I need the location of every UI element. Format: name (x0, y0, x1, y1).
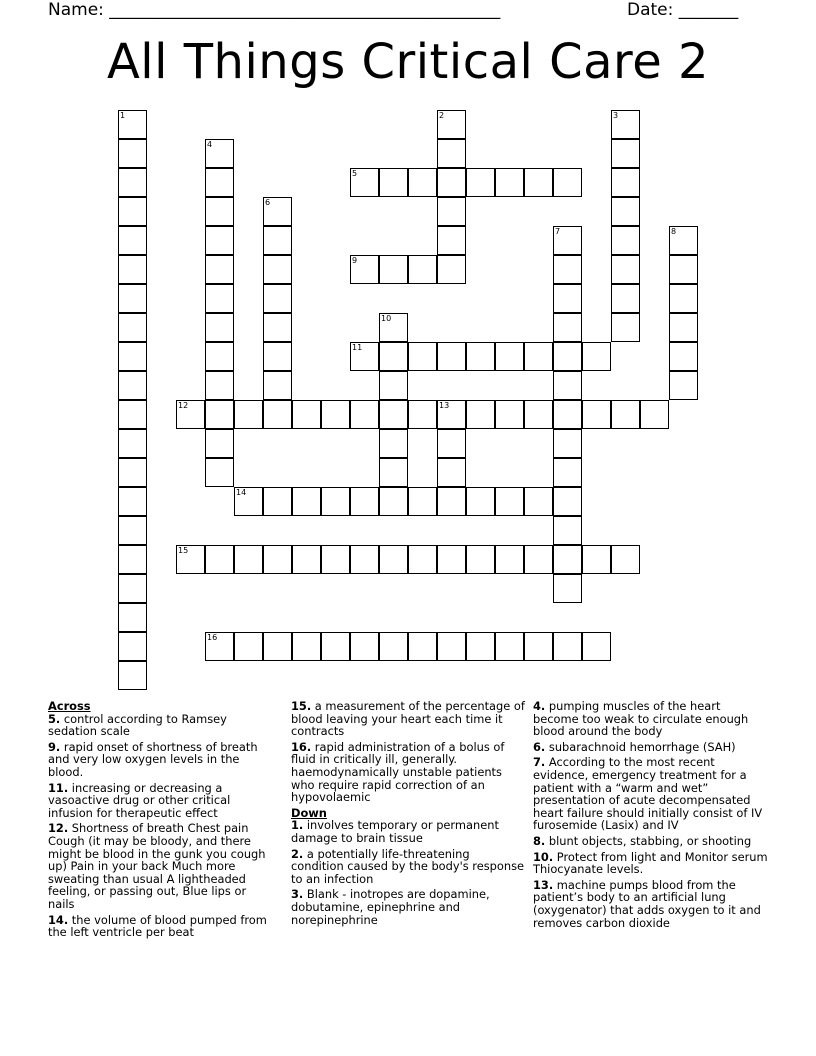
crossword-cell[interactable] (553, 429, 582, 458)
crossword-cell[interactable] (118, 429, 147, 458)
across-clue (291, 700, 525, 738)
clue-number: 4. (533, 699, 546, 713)
crossword-cell[interactable] (321, 400, 350, 429)
crossword-cell[interactable] (524, 545, 553, 574)
crossword-cell[interactable] (611, 400, 640, 429)
clue-number-8: 8 (671, 227, 677, 236)
clue-text: Protect from light and Monitor serum Thiocyanate levels. (533, 849, 768, 877)
crossword-cell[interactable] (611, 284, 640, 313)
crossword-cell[interactable] (669, 313, 698, 342)
crossword-cell[interactable] (437, 632, 466, 661)
clues-column-1 (48, 700, 276, 942)
crossword-cell[interactable] (205, 371, 234, 400)
crossword-cell[interactable] (118, 661, 147, 690)
crossword-cell[interactable] (379, 255, 408, 284)
crossword-cell[interactable] (553, 487, 582, 516)
crossword-cell[interactable] (408, 545, 437, 574)
crossword-cell[interactable] (118, 226, 147, 255)
crossword-cell[interactable] (118, 574, 147, 603)
crossword-cell[interactable] (408, 342, 437, 371)
crossword-cell[interactable] (553, 371, 582, 400)
clues-column-3 (533, 700, 769, 932)
crossword-cell[interactable] (234, 400, 263, 429)
crossword-cell[interactable] (263, 545, 292, 574)
across-heading: Across (48, 699, 91, 713)
down-clue (291, 848, 525, 886)
crossword-cell[interactable] (524, 400, 553, 429)
clue-number: 15. (291, 699, 312, 713)
clue-number: 5. (48, 711, 61, 726)
crossword-cell[interactable] (118, 342, 147, 371)
crossword-cell[interactable] (205, 400, 234, 429)
clue-number: 13. (533, 877, 554, 892)
crossword-cell[interactable] (437, 168, 466, 197)
crossword-cell[interactable] (379, 371, 408, 400)
crossword-cell[interactable] (524, 487, 553, 516)
crossword-cell[interactable] (553, 342, 582, 371)
crossword-cell[interactable] (321, 487, 350, 516)
crossword-cell[interactable] (118, 313, 147, 342)
crossword-cell[interactable] (408, 632, 437, 661)
down-clue (533, 741, 769, 754)
clue-text: increasing or decreasing a vasoactive drug or other critical infusion for therapeutic effect (48, 780, 231, 820)
crossword-cell[interactable] (379, 429, 408, 458)
crossword-cell[interactable] (437, 226, 466, 255)
crossword-cell[interactable] (495, 400, 524, 429)
crossword-cell[interactable] (466, 632, 495, 661)
down-clue (533, 756, 769, 832)
clue-number-2: 2 (439, 111, 445, 120)
crossword-cell[interactable] (263, 284, 292, 313)
clue-number-15: 15 (178, 546, 189, 555)
clue-number: 2. (291, 846, 304, 861)
down-heading: Down (291, 805, 327, 820)
crossword-cell[interactable] (524, 342, 553, 371)
crossword-cell[interactable] (582, 632, 611, 661)
crossword-cell[interactable] (379, 458, 408, 487)
crossword-cell[interactable] (437, 342, 466, 371)
clue-number-11: 11 (352, 343, 363, 352)
clue-number-7: 7 (555, 227, 561, 236)
crossword-cell[interactable] (408, 255, 437, 284)
down-clue (291, 819, 525, 844)
crossword-cell[interactable] (553, 168, 582, 197)
crossword-cell[interactable] (205, 313, 234, 342)
crossword-cell[interactable] (640, 400, 669, 429)
crossword-cell[interactable] (263, 226, 292, 255)
crossword-cell[interactable] (524, 632, 553, 661)
crossword-cell[interactable] (611, 197, 640, 226)
clue-text: blunt objects, stabbing, or shooting (545, 833, 752, 848)
down-clue (533, 700, 769, 738)
crossword-cell[interactable] (553, 545, 582, 574)
clue-number: 11. (48, 780, 69, 795)
crossword-cell[interactable] (437, 487, 466, 516)
crossword-cell[interactable] (205, 545, 234, 574)
crossword-cell[interactable] (205, 226, 234, 255)
clue-text: involves temporary or permanent damage to brain tissue (291, 818, 499, 845)
crossword-cell[interactable] (524, 168, 553, 197)
clue-number-12: 12 (178, 401, 189, 410)
crossword-cell[interactable] (350, 400, 379, 429)
clue-number-4: 4 (207, 140, 213, 149)
crossword-cell[interactable] (118, 545, 147, 574)
clue-number: 8. (533, 833, 546, 848)
crossword-cell[interactable] (437, 255, 466, 284)
across-clue (48, 914, 276, 939)
clue-number: 16. (291, 739, 312, 754)
crossword-cell[interactable] (205, 429, 234, 458)
down-clue (533, 835, 769, 848)
clue-number: 7. (533, 755, 546, 770)
crossword-cell[interactable] (379, 545, 408, 574)
crossword-cell[interactable] (234, 632, 263, 661)
crossword-cell[interactable] (321, 632, 350, 661)
crossword-cell[interactable] (553, 458, 582, 487)
clue-text: a potentially life-threatening condition caused by the body's response to an infection (291, 846, 525, 886)
crossword-cell[interactable] (611, 255, 640, 284)
crossword-cell[interactable] (234, 545, 263, 574)
crossword-cell[interactable] (350, 487, 379, 516)
crossword-cell[interactable] (379, 632, 408, 661)
crossword-cell[interactable] (495, 632, 524, 661)
clue-number: 12. (48, 821, 69, 836)
across-clue (48, 741, 276, 779)
crossword-cell[interactable] (611, 168, 640, 197)
crossword-cell[interactable] (553, 516, 582, 545)
crossword-cell[interactable] (553, 313, 582, 342)
name-field-label: Name: ______________________________________________ (48, 0, 501, 20)
crossword-cell[interactable] (379, 342, 408, 371)
crossword-cell[interactable] (205, 255, 234, 284)
crossword-cell[interactable] (350, 632, 379, 661)
crossword-cell[interactable] (669, 342, 698, 371)
crossword-cell[interactable] (466, 545, 495, 574)
crossword-cell[interactable] (205, 168, 234, 197)
clue-text: a measurement of the percentage of blood leaving your heart each time it contracts (291, 699, 525, 739)
crossword-cell[interactable] (437, 139, 466, 168)
clue-text: machine pumps blood from the patient’s body to an artificial lung (oxygenator) that adds oxygen to it and removes carbon dioxide (533, 877, 761, 930)
clue-number-16: 16 (207, 633, 218, 642)
crossword-cell[interactable] (118, 255, 147, 284)
crossword-cell[interactable] (669, 284, 698, 313)
crossword-cell[interactable] (611, 313, 640, 342)
clue-text: rapid onset of shortness of breath and very low oxygen levels in the blood. (48, 739, 258, 779)
crossword-cell[interactable] (205, 458, 234, 487)
across-clue (48, 713, 276, 738)
crossword-cell[interactable] (466, 487, 495, 516)
clue-number-10: 10 (381, 314, 392, 323)
clue-number: 10. (533, 849, 554, 864)
across-clue (48, 822, 276, 910)
clue-number-9: 9 (352, 256, 358, 265)
crossword-cell[interactable] (118, 284, 147, 313)
crossword-cell[interactable] (118, 603, 147, 632)
crossword-cell[interactable] (466, 400, 495, 429)
down-clue (533, 879, 769, 929)
crossword-cell[interactable] (118, 139, 147, 168)
clue-number: 3. (291, 887, 304, 902)
clue-text: rapid administration of a bolus of fluid in critically ill, generally. haemodynamically unstable patients who require rapid correction of an hypovolaemic (291, 739, 505, 805)
crossword-cell[interactable] (553, 400, 582, 429)
crossword-cell[interactable] (205, 342, 234, 371)
crossword-cell[interactable] (611, 226, 640, 255)
crossword-cell[interactable] (205, 197, 234, 226)
crossword-cell[interactable] (495, 545, 524, 574)
crossword-cell[interactable] (118, 400, 147, 429)
clue-number: 6. (533, 739, 546, 754)
date-field-label: Date: _______ (627, 0, 739, 20)
crossword-cell[interactable] (582, 545, 611, 574)
clue-text: pumping muscles of the heart become too weak to circulate enough blood around the body (533, 699, 749, 739)
crossword-cell[interactable] (466, 168, 495, 197)
crossword-cell[interactable] (321, 545, 350, 574)
crossword-cell[interactable] (118, 458, 147, 487)
crossword-cell[interactable] (408, 487, 437, 516)
crossword-cell[interactable] (263, 632, 292, 661)
crossword-cell[interactable] (611, 545, 640, 574)
crossword-cell[interactable] (118, 168, 147, 197)
crossword-cell[interactable] (118, 632, 147, 661)
crossword-cell[interactable] (582, 342, 611, 371)
crossword-cell[interactable] (408, 400, 437, 429)
clue-number: 14. (48, 912, 69, 927)
crossword-cell[interactable] (292, 632, 321, 661)
clue-text: According to the most recent evidence, emergency treatment for a patient with a “warm and wet” presentation of acute decompensated heart failure should initially consist of IV furosemide (Lasix) and IV (533, 755, 763, 833)
crossword-cell[interactable] (263, 371, 292, 400)
crossword-cell[interactable] (263, 255, 292, 284)
crossword-cell[interactable] (437, 429, 466, 458)
crossword-cell[interactable] (292, 487, 321, 516)
crossword-cell[interactable] (118, 516, 147, 545)
crossword-cell[interactable] (118, 371, 147, 400)
crossword-cell[interactable] (118, 197, 147, 226)
clue-number: 9. (48, 739, 61, 754)
clue-number: 1. (291, 818, 304, 833)
clue-number-6: 6 (265, 198, 271, 207)
clue-number-5: 5 (352, 169, 358, 178)
crossword-cell[interactable] (263, 313, 292, 342)
clue-number-13: 13 (439, 401, 450, 410)
crossword-cell[interactable] (553, 632, 582, 661)
clue-text: subarachnoid hemorrhage (SAH) (545, 739, 736, 754)
crossword-cell[interactable] (495, 342, 524, 371)
crossword-cell[interactable] (553, 255, 582, 284)
down-clue (533, 851, 769, 876)
down-clue (291, 888, 525, 926)
clue-text: Blank - inotropes are dopamine, dobutamine, epinephrine and norepinephrine (291, 887, 490, 927)
crossword-cell[interactable] (611, 139, 640, 168)
clue-number-1: 1 (120, 111, 126, 120)
crossword-cell[interactable] (379, 168, 408, 197)
crossword-cell[interactable] (205, 284, 234, 313)
crossword-cell[interactable] (379, 487, 408, 516)
crossword-cell[interactable] (553, 284, 582, 313)
clue-number-14: 14 (236, 488, 247, 497)
across-clue (48, 782, 276, 820)
clue-text: the volume of blood pumped from the left ventricle per beat (48, 912, 267, 940)
crossword-cell[interactable] (495, 168, 524, 197)
crossword-cell[interactable] (582, 400, 611, 429)
crossword-cell[interactable] (379, 400, 408, 429)
crossword-cell[interactable] (466, 342, 495, 371)
crossword-cell[interactable] (437, 545, 466, 574)
crossword-cell[interactable] (263, 487, 292, 516)
crossword-cell[interactable] (263, 342, 292, 371)
crossword-cell[interactable] (263, 400, 292, 429)
crossword-cell[interactable] (495, 487, 524, 516)
crossword-cell[interactable] (118, 487, 147, 516)
crossword-cell[interactable] (408, 168, 437, 197)
clue-text: Shortness of breath Chest pain Cough (it may be bloody, and there might be blood in the gunk you cough up) Pain in your back Much more sweating than usual A lightheaded feeling, or passing out, Blue lips or nails (48, 821, 266, 911)
across-clue (291, 741, 525, 804)
crossword-cell[interactable] (669, 371, 698, 400)
page-title: All Things Critical Care 2 (106, 34, 710, 90)
crossword-cell[interactable] (292, 400, 321, 429)
crossword-cell[interactable] (553, 574, 582, 603)
clue-number-3: 3 (613, 111, 619, 120)
crossword-cell[interactable] (292, 545, 321, 574)
crossword-cell[interactable] (350, 545, 379, 574)
clue-text: control according to Ramsey sedation scale (48, 711, 227, 739)
crossword-cell[interactable] (669, 255, 698, 284)
crossword-cell[interactable] (437, 197, 466, 226)
crossword-cell[interactable] (437, 458, 466, 487)
clues-column-2 (291, 700, 525, 929)
